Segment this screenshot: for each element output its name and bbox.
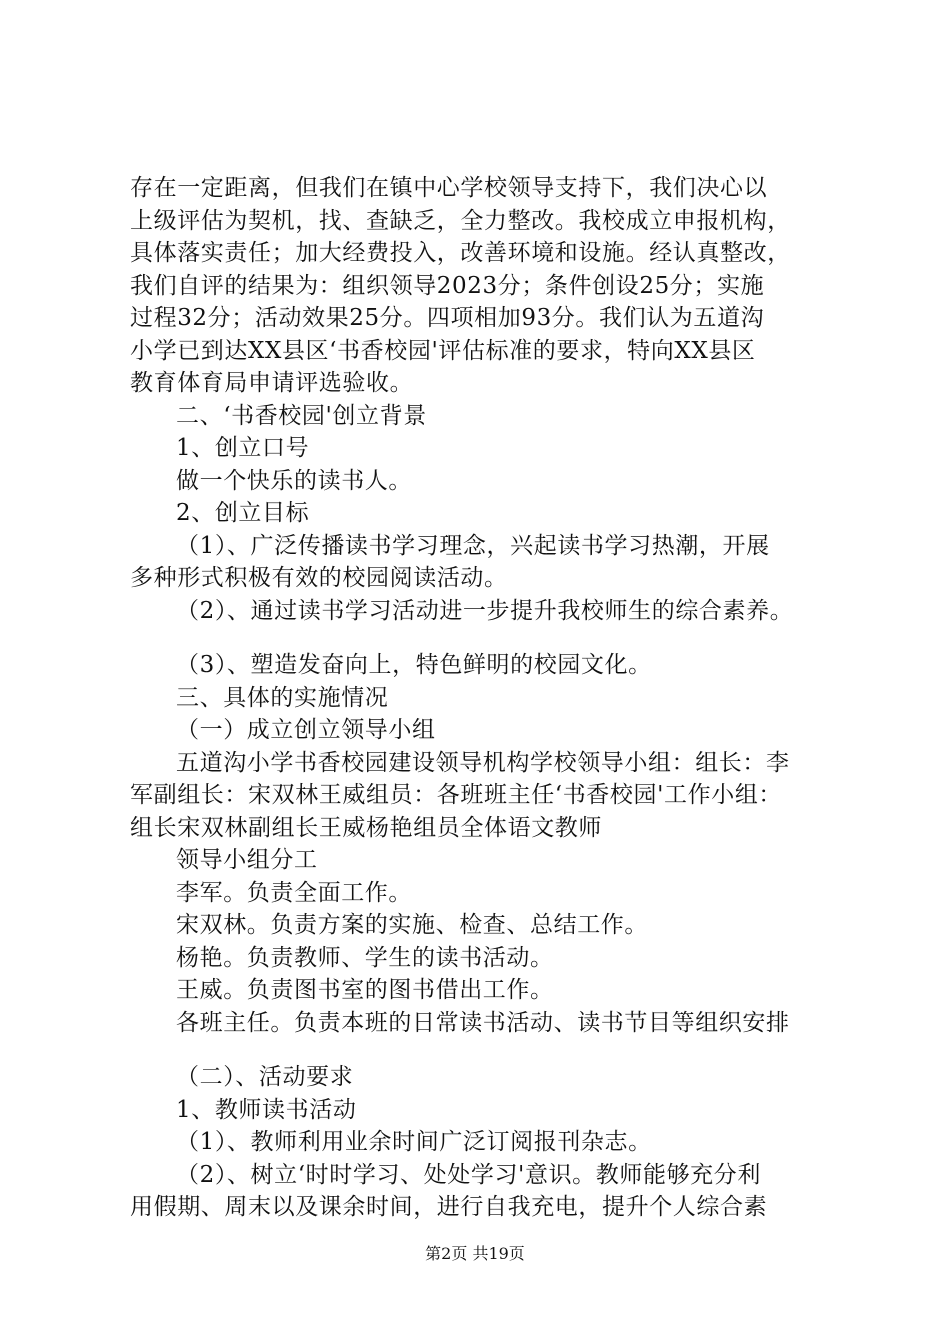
paragraph-line: 具体落实责任；加大经费投入，改善环境和设施。经认真整改， — [130, 240, 791, 266]
paragraph-line: 军副组长：宋双林王威组员：各班班主任‘书香校园'工作小组： — [130, 782, 783, 808]
paragraph-line: （1）、广泛传播读书学习理念，兴起读书学习热潮，开展 — [176, 532, 770, 559]
paragraph-line: 各班主任。负责本班的日常读书活动、读书节目等组织安排 — [176, 1009, 790, 1036]
paragraph-line: 教育体育局申请评选验收。 — [130, 370, 414, 396]
subsection-heading: （二）、活动要求 — [176, 1064, 354, 1090]
paragraph-line: （3）、塑造发奋向上，特色鲜明的校园文化。 — [176, 652, 652, 678]
paragraph-line: 李军。负责全面工作。 — [176, 879, 412, 906]
paragraph-line: 用假期、周末以及课余时间，进行自我充电，提升个人综合素 — [130, 1194, 768, 1220]
paragraph-line: 多种形式积极有效的校园阅读活动。 — [130, 565, 508, 591]
subsection-heading: 1、教师读书活动 — [176, 1096, 357, 1123]
paragraph-line: （1）、教师利用业余时间广泛订阅报刊杂志。 — [176, 1129, 652, 1155]
section-heading: 二、‘书香校园'创立背景 — [176, 402, 427, 429]
paragraph-line: 过程32分；活动效果25分。四项相加93分。我们认为五道沟 — [130, 305, 765, 331]
paragraph-gap — [130, 1039, 840, 1061]
paragraph-line: 存在一定距离，但我们在镇中心学校领导支持下，我们决心以 — [130, 175, 768, 201]
paragraph-line: 小学已到达XX县区‘书香校园'评估标准的要求，特向XX县区 — [130, 337, 756, 364]
paragraph-line: 组长宋双林副组长王威杨艳组员全体语文教师 — [130, 814, 602, 841]
subsection-heading: 领导小组分工 — [176, 847, 318, 873]
section-heading: 三、具体的实施情况 — [176, 684, 389, 711]
paragraph-gap — [130, 627, 840, 649]
page-footer: 第2页 共19页 — [425, 1244, 525, 1263]
subsection-heading: （一）成立创立领导小组 — [176, 717, 436, 743]
paragraph-line: （2）、通过读书学习活动进一步提升我校师生的综合素养。 — [176, 597, 794, 624]
paragraph-line: 宋双林。负责方案的实施、检查、总结工作。 — [176, 912, 648, 938]
paragraph-line: 做一个快乐的读书人。 — [176, 467, 412, 494]
paragraph-line: 五道沟小学书香校园建设领导机构学校领导小组：组长：李 — [176, 749, 790, 776]
paragraph-line: （2）、树立‘时时学习、处处学习'意识。教师能够充分利 — [176, 1161, 761, 1188]
paragraph-line: 王威。负责图书室的图书借出工作。 — [176, 977, 554, 1003]
document-body — [130, 172, 840, 1224]
subsection-heading: 2、创立目标 — [176, 500, 310, 526]
paragraph-line: 杨艳。负责教师、学生的读书活动。 — [176, 944, 554, 971]
paragraph-line: 上级评估为契机，找、查缺乏，全力整改。我校成立申报机构， — [130, 207, 791, 234]
paragraph-line: 我们自评的结果为：组织领导2023分；条件创设25分；实施 — [130, 272, 765, 299]
subsection-heading: 1、创立口号 — [176, 435, 310, 461]
